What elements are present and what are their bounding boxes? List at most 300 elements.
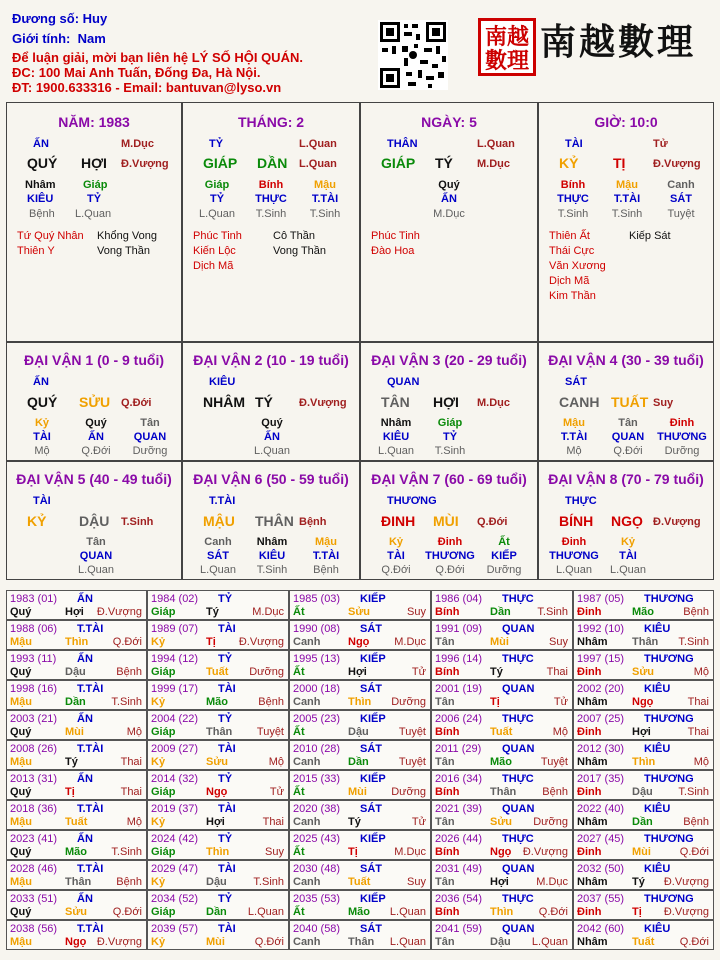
pillar-branch-phase: Đ.Vượng [653, 158, 701, 170]
year-phase: T.Sinh [253, 876, 284, 888]
year-label: 2041 (59) [435, 923, 483, 935]
year-phase: Dưỡng [533, 816, 568, 828]
hidden-god: ẤN [88, 431, 104, 443]
year-cell [431, 740, 573, 770]
year-cell [147, 710, 289, 740]
year-cell [289, 650, 431, 680]
dai-van-god: THỰC [565, 495, 597, 507]
year-stem: Giáp [151, 906, 176, 918]
year-cell [573, 710, 714, 740]
dai-van-god: TÀI [33, 495, 51, 507]
year-stem: Ất [293, 666, 305, 678]
hidden-god: ẤN [441, 193, 457, 205]
hidden-phase: L.Quan [198, 208, 236, 220]
dai-van-phase: T.Sinh [121, 516, 154, 528]
year-cell [431, 710, 573, 740]
year-branch: Mùi [206, 936, 225, 948]
year-label: 2018 (36) [10, 803, 58, 815]
year-label: 2003 (21) [10, 713, 58, 725]
hidden-stem: Kỷ [388, 536, 404, 548]
year-branch: Thìn [65, 636, 89, 648]
year-label: 2016 (34) [435, 773, 483, 785]
year-god: SÁT [360, 683, 382, 695]
red-seal-stamp [478, 18, 536, 76]
year-stem: Đinh [577, 666, 602, 678]
year-phase: Thai [120, 756, 142, 768]
year-branch: Tý [65, 756, 78, 768]
year-stem: Giáp [151, 726, 176, 738]
year-phase: T.Sinh [111, 696, 142, 708]
hidden-stem: Tân [618, 417, 638, 429]
year-cell [573, 920, 714, 950]
gender-label: Giới tính: [12, 31, 71, 46]
year-god: QUAN [502, 683, 535, 695]
year-phase: Q.Đới [254, 936, 284, 948]
dai-van-title: ĐẠI VẬN 6 (50 - 59 tuổi) [193, 471, 349, 487]
year-phase: Thai [262, 816, 284, 828]
year-god: T.TÀI [77, 863, 104, 875]
year-label: 2026 (44) [435, 833, 483, 845]
year-cell [147, 590, 289, 620]
year-label: 2001 (19) [435, 683, 483, 695]
year-cell [431, 770, 573, 800]
year-stem: Quý [10, 786, 32, 798]
year-branch: Dậu [65, 666, 86, 678]
dai-van-god: T.TÀI [209, 495, 236, 507]
dai-van-cell [182, 342, 360, 461]
year-phase: Mộ [552, 726, 568, 738]
year-branch: Tị [632, 906, 642, 918]
year-cell [6, 920, 147, 950]
year-stem: Mậu [10, 816, 32, 828]
star-item: Vong Thần [97, 245, 151, 257]
year-stem: Đinh [577, 786, 602, 798]
year-cell [147, 830, 289, 860]
year-cell [573, 620, 714, 650]
year-stem: Mậu [10, 936, 32, 948]
year-stem: Quý [10, 846, 32, 858]
year-stem: Giáp [151, 786, 176, 798]
year-cell [573, 650, 714, 680]
dai-van-branch: NGỌ [611, 513, 643, 529]
year-phase: Dưỡng [391, 696, 426, 708]
year-phase: Bệnh [683, 816, 709, 828]
year-label: 2002 (20) [577, 683, 625, 695]
year-label: 1994 (12) [151, 653, 199, 665]
year-god: KIÊU [644, 623, 671, 635]
year-branch: Mão [490, 756, 512, 768]
hidden-phase: Dưỡng [132, 445, 168, 457]
year-branch: Ngọ [632, 696, 654, 708]
star-item: Kim Thần [549, 290, 596, 302]
year-stem: Đinh [577, 726, 602, 738]
hidden-phase: Mộ [34, 445, 50, 457]
star-item: Kiến Lộc [193, 245, 236, 257]
year-god: ẤN [77, 893, 93, 905]
year-stem: Nhâm [577, 816, 608, 828]
year-god: TỶ [218, 653, 233, 665]
year-stem: Kỷ [151, 876, 166, 888]
year-branch: Thân [65, 876, 92, 888]
year-god: THƯƠNG [644, 893, 694, 905]
year-cell [431, 920, 573, 950]
year-label: 2037 (55) [577, 893, 625, 905]
year-branch: Dậu [348, 726, 369, 738]
year-branch: Tị [490, 696, 500, 708]
year-god: THƯƠNG [644, 653, 694, 665]
pillar-cell [360, 102, 538, 342]
year-label: 1990 (08) [293, 623, 341, 635]
year-god: TÀI [218, 923, 236, 935]
hidden-god: SÁT [670, 193, 692, 205]
year-god: TỶ [218, 773, 233, 785]
year-label: 2035 (53) [293, 893, 341, 905]
year-stem: Mậu [10, 756, 32, 768]
gender-row [12, 31, 106, 47]
year-stem: Giáp [151, 666, 176, 678]
hidden-god: TỶ [442, 431, 458, 443]
year-phase: Bệnh [258, 696, 284, 708]
year-god: KIẾP [360, 713, 386, 725]
year-phase: Suy [265, 846, 284, 858]
year-label: 2030 (48) [293, 863, 341, 875]
year-phase: Tuyệt [398, 756, 426, 768]
pillar-branch: TÝ [435, 155, 453, 171]
year-god: TỶ [218, 833, 233, 845]
year-branch: Hợi [632, 726, 651, 738]
year-cell [431, 860, 573, 890]
year-label: 1986 (04) [435, 593, 483, 605]
year-stem: Canh [293, 756, 321, 768]
year-branch: Thân [490, 786, 517, 798]
year-god: KIẾP [360, 833, 386, 845]
year-phase: Q.Đới [112, 906, 142, 918]
year-god: THỰC [502, 713, 534, 725]
year-branch: Hợi [65, 606, 84, 618]
year-cell [431, 890, 573, 920]
hidden-phase: L.Quan [609, 564, 647, 576]
year-branch: Thân [348, 936, 375, 948]
year-god: SÁT [360, 863, 382, 875]
gender-value: Nam [77, 31, 106, 46]
year-phase: Mộ [693, 756, 709, 768]
year-god: ẤN [77, 713, 93, 725]
year-stem: Tân [435, 936, 455, 948]
year-god: KIÊU [644, 683, 671, 695]
year-cell [431, 830, 573, 860]
dai-van-cell [538, 342, 714, 461]
pillar-stem: KỶ [559, 155, 579, 171]
year-branch: Mão [206, 696, 228, 708]
year-phase: Thai [546, 666, 568, 678]
year-label: 2036 (54) [435, 893, 483, 905]
pillar-stem-phase: L.Quan [299, 138, 337, 150]
year-god: KIẾP [360, 653, 386, 665]
year-god: ẤN [77, 833, 93, 845]
year-cell [289, 620, 431, 650]
year-phase: Tử [411, 816, 426, 828]
dai-van-stem: MẬU [203, 513, 235, 529]
year-label: 2007 (25) [577, 713, 625, 725]
year-branch: Hợi [490, 876, 509, 888]
hidden-god: TỶ [87, 193, 102, 205]
hidden-stem: Quý [438, 179, 460, 191]
hidden-god: TÀI [619, 550, 637, 562]
dai-van-stem: BÍNH [559, 513, 594, 529]
pillar-title: GIỜ: 10:0 [594, 114, 658, 130]
year-label: 1991 (09) [435, 623, 483, 635]
year-phase: Mộ [126, 816, 142, 828]
dai-van-branch: DẬU [79, 513, 110, 529]
year-label: 2019 (37) [151, 803, 199, 815]
hidden-phase: Q.Đới [381, 564, 411, 576]
dai-van-branch: TUẤT [611, 394, 649, 410]
pillar-stem: QUÝ [27, 155, 58, 171]
hidden-god: KIÊU [382, 431, 410, 443]
seal-text: 南越數理 [484, 24, 529, 74]
year-cell [289, 860, 431, 890]
pillar-ten-god: THÂN [387, 138, 418, 150]
star-item: Phúc Tinh [193, 230, 242, 242]
hidden-phase: Q.Đới [81, 445, 111, 457]
hidden-stem: Đinh [437, 536, 463, 548]
year-label: 2024 (42) [151, 833, 199, 845]
year-god: THƯƠNG [644, 773, 694, 785]
year-label: 2022 (40) [577, 803, 625, 815]
year-cell [289, 680, 431, 710]
year-god: TỶ [218, 713, 233, 725]
year-cell [147, 800, 289, 830]
year-cell [147, 650, 289, 680]
year-phase: Tử [269, 786, 284, 798]
year-god: TÀI [218, 863, 236, 875]
year-phase: Thai [687, 696, 709, 708]
year-stem: Kỷ [151, 756, 166, 768]
dai-van-stem: NHÂM [203, 394, 245, 410]
year-branch: Dậu [632, 786, 653, 798]
year-stem: Quý [10, 906, 32, 918]
year-phase: L.Quan [389, 906, 426, 918]
year-stem: Canh [293, 636, 321, 648]
hidden-god: THỰC [255, 193, 287, 205]
year-phase: Mộ [693, 666, 709, 678]
year-stem: Ất [293, 786, 305, 798]
year-stem: Đinh [577, 906, 602, 918]
hidden-phase: Mộ [566, 445, 582, 457]
year-cell [573, 680, 714, 710]
year-cell [289, 770, 431, 800]
year-god: QUAN [502, 863, 535, 875]
year-branch: Dậu [490, 936, 511, 948]
year-phase: L.Quan [389, 936, 426, 948]
year-stem: Bính [435, 726, 460, 738]
dai-van-stem: KỶ [27, 513, 47, 529]
year-phase: Tuyệt [398, 726, 426, 738]
year-cell [6, 680, 147, 710]
brand-title [540, 12, 696, 72]
dai-van-god: SÁT [565, 376, 587, 388]
hidden-god: T.TÀI [560, 431, 588, 443]
year-branch: Thìn [348, 696, 372, 708]
year-stem: Nhâm [577, 636, 608, 648]
year-cell [573, 890, 714, 920]
hidden-god: TÀI [387, 550, 405, 562]
year-god: T.TÀI [77, 623, 104, 635]
year-god: KIẾP [360, 593, 386, 605]
year-god: TÀI [218, 683, 236, 695]
year-label: 1989 (07) [151, 623, 199, 635]
year-god: KIẾP [360, 893, 386, 905]
year-phase: Đ.Vượng [238, 636, 284, 648]
year-branch: Tị [348, 846, 358, 858]
year-god: SÁT [360, 803, 382, 815]
year-phase: T.Sinh [678, 786, 709, 798]
hidden-phase: T.Sinh [255, 208, 287, 220]
year-phase: L.Quan [247, 906, 284, 918]
year-label: 2010 (28) [293, 743, 341, 755]
year-branch: Ngọ [348, 636, 370, 648]
year-phase: Đ.Vượng [96, 936, 142, 948]
hidden-stem: Mậu [563, 417, 585, 429]
year-god: TÀI [218, 803, 236, 815]
year-phase: Thai [687, 726, 709, 738]
year-phase: Thai [120, 786, 142, 798]
year-branch: Thìn [490, 906, 514, 918]
hidden-stem: Nhâm [25, 179, 56, 191]
pillar-branch: HỢI [81, 155, 107, 171]
pillar-stem: GIÁP [203, 155, 238, 171]
year-label: 2042 (60) [577, 923, 625, 935]
hidden-stem: Đinh [669, 417, 695, 429]
year-phase: Tử [411, 666, 426, 678]
dai-van-branch: MÙI [433, 513, 459, 529]
hidden-god: T.TÀI [312, 550, 340, 562]
star-item: Đào Hoa [371, 245, 415, 257]
dai-van-title: ĐẠI VẬN 8 (70 - 79 tuổi) [548, 471, 704, 487]
year-label: 2039 (57) [151, 923, 199, 935]
hidden-phase: Bệnh [313, 564, 339, 576]
year-cell [147, 920, 289, 950]
year-cell [147, 890, 289, 920]
year-cell [147, 680, 289, 710]
year-phase: Q.Đới [538, 906, 568, 918]
dai-van-cell [360, 461, 538, 580]
pillar-cell [182, 102, 360, 342]
year-label: 2005 (23) [293, 713, 341, 725]
hidden-god: SÁT [207, 550, 229, 562]
year-cell [6, 650, 147, 680]
hidden-stem: Mậu [315, 536, 337, 548]
pillar-ten-god: ẤN [33, 138, 49, 150]
year-stem: Tân [435, 696, 455, 708]
year-god: T.TÀI [77, 923, 104, 935]
year-god: KIẾP [360, 773, 386, 785]
pillar-cell [6, 102, 182, 342]
hidden-phase: L.Quan [377, 445, 415, 457]
year-branch: Tuất [206, 666, 229, 678]
year-stem: Kỷ [151, 936, 166, 948]
year-branch: Sửu [490, 816, 513, 828]
dai-van-phase: Q.Đới [477, 516, 508, 528]
year-label: 2000 (18) [293, 683, 341, 695]
star-item: Phúc Tinh [371, 230, 420, 242]
year-cell [573, 770, 714, 800]
year-stem: Canh [293, 876, 321, 888]
year-cell [289, 890, 431, 920]
address-line: ĐC: 100 Mai Anh Tuấn, Đống Đa, Hà Nội. [12, 65, 261, 80]
hidden-god: KIÊU [27, 193, 54, 205]
pillar-branch-phase: M.Dục [477, 158, 510, 170]
dai-van-title: ĐẠI VẬN 2 (10 - 19 tuổi) [193, 352, 349, 368]
year-label: 2020 (38) [293, 803, 341, 815]
year-phase: Đ.Vượng [663, 876, 709, 888]
hidden-stem: Mậu [314, 179, 336, 191]
year-label: 2040 (58) [293, 923, 341, 935]
pillar-title: NGÀY: 5 [421, 114, 477, 130]
year-label: 2033 (51) [10, 893, 58, 905]
year-label: 2017 (35) [577, 773, 625, 785]
dai-van-cell [182, 461, 360, 580]
year-god: QUAN [502, 743, 535, 755]
hidden-phase: Q.Đới [435, 564, 465, 576]
year-label: 2029 (47) [151, 863, 199, 875]
hidden-phase: L.Quan [199, 564, 237, 576]
star-item: Tứ Quý Nhân [17, 230, 84, 242]
hidden-stem: Giáp [204, 179, 230, 191]
year-cell [6, 620, 147, 650]
year-branch: Ngọ [65, 936, 87, 948]
dai-van-title: ĐẠI VẬN 3 (20 - 29 tuổi) [371, 352, 527, 368]
pillar-cell [538, 102, 714, 342]
year-phase: Q.Đới [679, 936, 709, 948]
year-stem: Bính [435, 786, 460, 798]
year-branch: Hợi [348, 666, 367, 678]
year-god: KIÊU [644, 743, 671, 755]
hidden-phase: L.Quan [77, 564, 115, 576]
year-label: 1996 (14) [435, 653, 483, 665]
dai-van-stem: TÂN [381, 394, 410, 410]
hidden-stem: Kỷ [620, 536, 636, 548]
dai-van-cell [360, 342, 538, 461]
hidden-phase: L.Quan [555, 564, 593, 576]
hidden-god: THƯƠNG [425, 550, 475, 562]
year-label: 2011 (29) [435, 743, 482, 755]
year-stem: Kỷ [151, 636, 166, 648]
year-god: KIÊU [644, 923, 671, 935]
year-branch: Mùi [632, 846, 651, 858]
qr-code-icon[interactable] [378, 20, 448, 90]
hidden-phase: T.Sinh [611, 208, 643, 220]
pillar-branch: TỊ [613, 155, 626, 171]
year-cell [431, 650, 573, 680]
year-cell [6, 830, 147, 860]
hidden-phase: M.Dục [433, 208, 465, 220]
year-cell [431, 680, 573, 710]
hidden-stem: Bính [258, 179, 284, 191]
year-label: 2006 (24) [435, 713, 483, 725]
dai-van-branch: THÂN [255, 513, 294, 529]
hidden-stem: Nhâm [256, 536, 288, 548]
year-stem: Kỷ [151, 696, 166, 708]
hidden-phase: T.Sinh [309, 208, 341, 220]
year-phase: M.Dục [394, 636, 426, 648]
year-stem: Nhâm [577, 876, 608, 888]
year-branch: Ngọ [490, 846, 512, 858]
year-label: 1988 (06) [10, 623, 58, 635]
year-cell [6, 890, 147, 920]
year-branch: Tuất [490, 726, 513, 738]
year-god: TỶ [218, 593, 233, 605]
